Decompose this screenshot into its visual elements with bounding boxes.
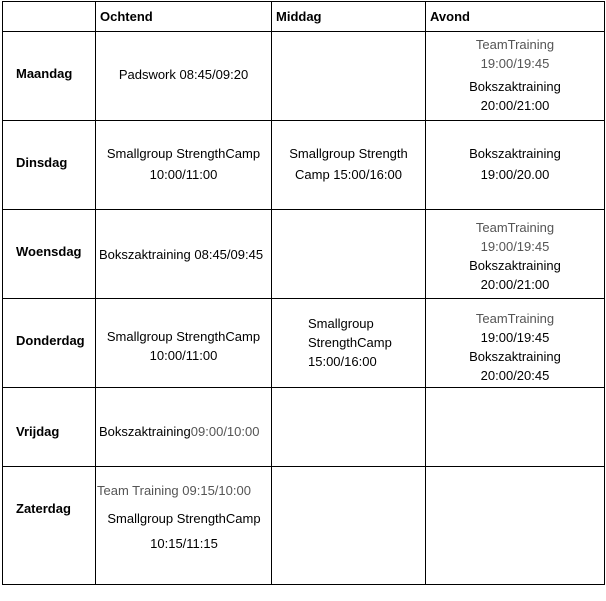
cell-dinsdag-afternoon: [272, 143, 425, 185]
row-divider-2: [2, 209, 605, 210]
session-time: 20:00/21:00: [480, 98, 550, 113]
header-evening: Avond: [430, 9, 470, 24]
session-name: Bokszaktraining: [469, 349, 561, 364]
session-time: 10:00/11:00: [149, 167, 218, 182]
session-name: Smallgroup StrengthCamp: [107, 511, 261, 526]
session-time: 19:00/19:45: [480, 56, 550, 71]
row-divider-header: [2, 31, 605, 32]
day-label-zaterdag: Zaterdag: [16, 501, 71, 516]
session-text: Team Training 09:15/10:00: [97, 483, 251, 498]
session-time: 20:00/21:00: [480, 277, 550, 292]
column-divider-1: [95, 1, 96, 585]
session-name: TeamTraining: [475, 311, 555, 326]
cell-donderdag-evening: [426, 309, 604, 385]
table-border-bottom: [2, 584, 605, 585]
column-divider-2: [271, 1, 272, 585]
session-text: Bokszaktraining 08:45/09:45: [99, 247, 264, 262]
cell-maandag-morning: [96, 65, 271, 84]
row-divider-1: [2, 120, 605, 121]
cell-donderdag-afternoon: [308, 314, 425, 371]
header-morning: Ochtend: [100, 9, 153, 24]
cell-dinsdag-morning: [96, 143, 271, 185]
session-name: TeamTraining: [475, 220, 555, 235]
cell-maandag-evening: [426, 35, 604, 115]
session-name: Bokszaktraining: [99, 424, 191, 439]
session-name: Smallgroup Strength: [289, 146, 408, 161]
session-name: Bokszaktraining: [469, 146, 561, 161]
session-name: Smallgroup StrengthCamp: [106, 329, 261, 344]
session-time: 09:00/10:00: [190, 424, 260, 439]
day-label-dinsdag: Dinsdag: [16, 155, 68, 170]
cell-vrijdag-morning: [99, 422, 271, 441]
session-name: TeamTraining: [475, 37, 555, 52]
session-name: Smallgroup: [308, 316, 374, 331]
session-time: 10:00/11:00: [149, 348, 218, 363]
row-divider-5: [2, 466, 605, 467]
day-label-donderdag: Donderdag: [16, 333, 85, 348]
session-time: Camp 15:00/16:00: [295, 167, 402, 182]
session-time: 19:00/19:45: [480, 330, 550, 345]
row-divider-3: [2, 298, 605, 299]
cell-woensdag-morning: [99, 245, 271, 264]
table-border-left: [2, 1, 3, 585]
session-time: 19:00/19:45: [480, 239, 550, 254]
session-text: Padswork 08:45/09:20: [118, 67, 249, 82]
cell-donderdag-morning: [96, 327, 271, 365]
session-time: 15:00/16:00: [308, 354, 377, 369]
table-border-right: [604, 1, 605, 585]
cell-woensdag-evening: [426, 218, 604, 294]
session-time: 19:00/20.00: [480, 167, 550, 182]
cell-zaterdag-morning: [97, 481, 271, 553]
row-divider-4: [2, 387, 605, 388]
table-border-top: [2, 1, 605, 2]
header-afternoon: Middag: [276, 9, 322, 24]
session-name: StrengthCamp: [308, 335, 392, 350]
day-label-maandag: Maandag: [16, 66, 73, 81]
day-label-vrijdag: Vrijdag: [16, 424, 60, 439]
session-name: Bokszaktraining: [469, 258, 561, 273]
day-label-woensdag: Woensdag: [16, 244, 82, 259]
session-time: 10:15/11:15: [150, 536, 218, 551]
session-name: Bokszaktraining: [469, 79, 561, 94]
session-name: Smallgroup StrengthCamp: [106, 146, 261, 161]
cell-dinsdag-evening: [426, 143, 604, 185]
schedule-table: [2, 1, 605, 585]
session-time: 20:00/20:45: [480, 368, 550, 383]
